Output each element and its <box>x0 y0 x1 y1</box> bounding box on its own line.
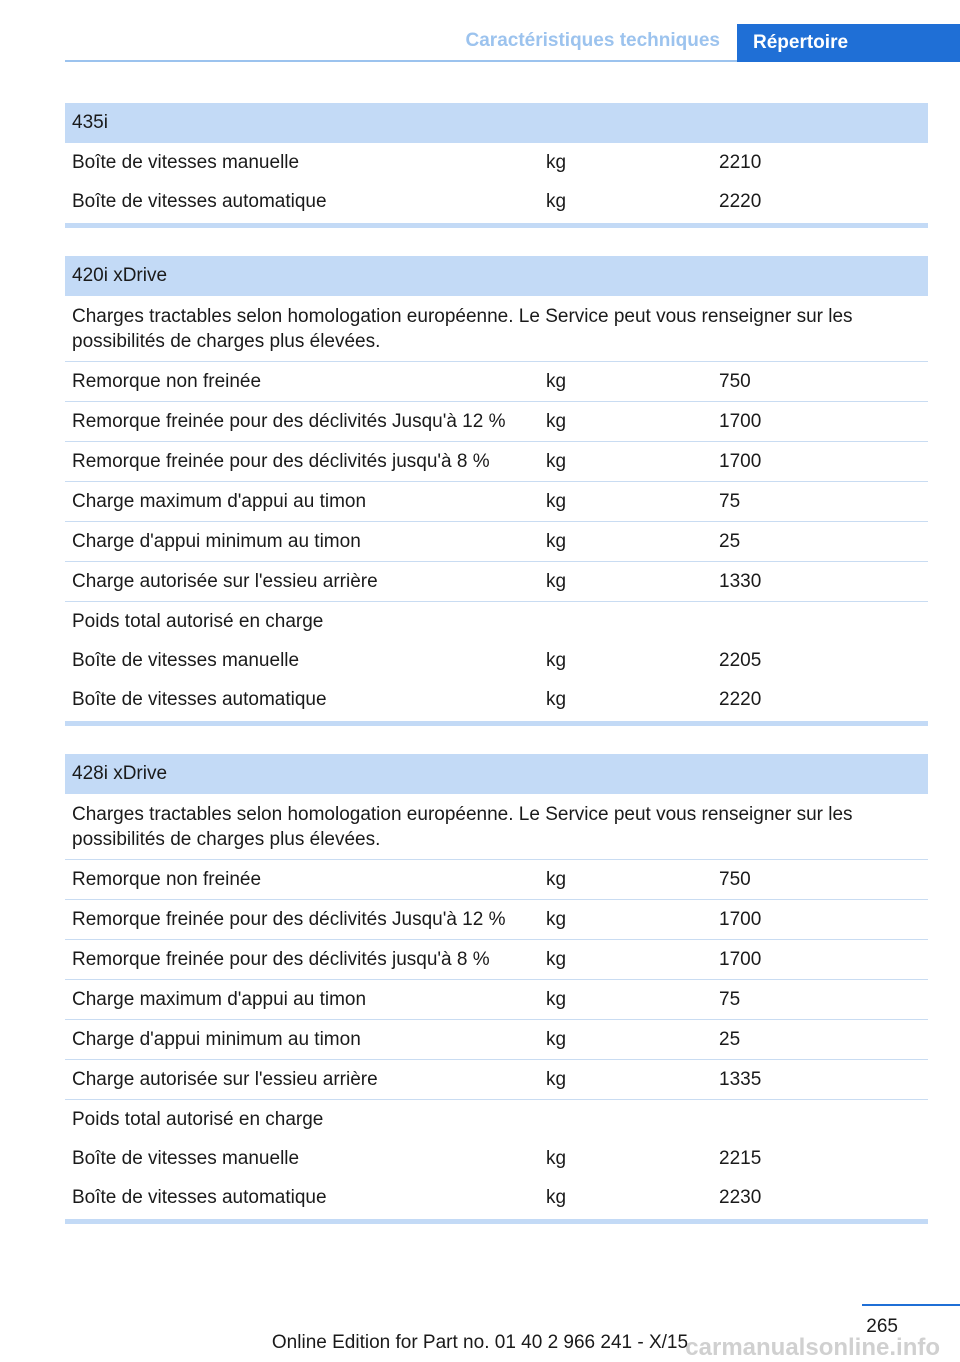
edition-line: Online Edition for Part no. 01 40 2 966 241 - X/15 <box>271 1332 689 1353</box>
row-label: Boîte de vitesses automatique <box>72 191 327 212</box>
spec-table-420i-xdrive <box>65 256 928 726</box>
group-label: Poids total autorisé en charge <box>72 1109 324 1130</box>
table-row <box>65 182 928 221</box>
spec-table-428i-xdrive <box>65 754 928 1224</box>
table-row <box>65 402 928 442</box>
row-unit: kg <box>546 371 567 392</box>
row-label: Remorque freinée pour des déclivités jusqu'à 8 % <box>72 451 490 472</box>
spec-tables <box>65 103 928 1252</box>
table-row <box>65 362 928 402</box>
row-label: Boîte de vitesses automatique <box>72 689 327 710</box>
table-row <box>65 940 928 980</box>
row-unit: kg <box>546 949 567 970</box>
row-unit: kg <box>546 152 567 173</box>
row-label: Remorque freinée pour des déclivités Jusqu'à 12 % <box>72 411 506 432</box>
table-end-rule <box>65 721 928 726</box>
row-label: Charge maximum d'appui au timon <box>72 989 367 1010</box>
table-note: Charges tractables selon homologation européenne. Le Service peut vous renseigner sur les possibilités de charges plus élevées. <box>65 296 928 362</box>
row-unit: kg <box>546 571 567 592</box>
table-note: Charges tractables selon homologation européenne. Le Service peut vous renseigner sur les possibilités de charges plus élevées. <box>65 794 928 860</box>
row-unit: kg <box>546 411 567 432</box>
table-row <box>65 1060 928 1100</box>
row-unit: kg <box>546 989 567 1010</box>
row-label: Remorque freinée pour des déclivités jusqu'à 8 % <box>72 949 490 970</box>
table-row <box>65 1020 928 1060</box>
table-row <box>65 860 928 900</box>
table-row <box>65 522 928 562</box>
row-label: Remorque non freinée <box>72 371 262 392</box>
page-footer <box>0 1300 960 1362</box>
row-label: Charge autorisée sur l'essieu arrière <box>72 1069 378 1090</box>
row-unit: kg <box>546 869 567 890</box>
spec-table-435i <box>65 103 928 228</box>
row-value: 2205 <box>719 650 762 671</box>
row-value: 1335 <box>719 1069 762 1090</box>
row-label: Charge maximum d'appui au timon <box>72 491 367 512</box>
row-label: Boîte de vitesses manuelle <box>72 1148 300 1169</box>
row-label: Boîte de vitesses automatique <box>72 1187 327 1208</box>
row-label: Boîte de vitesses manuelle <box>72 650 300 671</box>
row-value: 25 <box>719 531 741 552</box>
row-label: Charge autorisée sur l'essieu arrière <box>72 571 378 592</box>
row-unit: kg <box>546 451 567 472</box>
row-unit: kg <box>546 1148 567 1169</box>
page-header <box>0 0 960 62</box>
table-row <box>65 442 928 482</box>
row-unit: kg <box>546 689 567 710</box>
row-value: 2210 <box>719 152 762 173</box>
row-value: 1700 <box>719 949 762 970</box>
header-tab-repertoire[interactable]: Répertoire <box>737 24 960 62</box>
row-label: Charge d'appui minimum au timon <box>72 1029 361 1050</box>
row-label: Remorque freinée pour des déclivités Jusqu'à 12 % <box>72 909 506 930</box>
row-unit: kg <box>546 1029 567 1050</box>
row-label: Remorque non freinée <box>72 869 262 890</box>
row-unit: kg <box>546 191 567 212</box>
table-title: 428i xDrive <box>65 754 928 794</box>
row-unit: kg <box>546 650 567 671</box>
row-value: 2230 <box>719 1187 762 1208</box>
table-row <box>65 143 928 182</box>
table-group-row <box>65 1100 928 1139</box>
table-row <box>65 1178 928 1217</box>
row-unit: kg <box>546 1187 567 1208</box>
row-value: 2220 <box>719 689 762 710</box>
group-label: Poids total autorisé en charge <box>72 611 324 632</box>
watermark: carmanualsonline.info <box>685 1334 940 1361</box>
row-value: 25 <box>719 1029 741 1050</box>
row-unit: kg <box>546 1069 567 1090</box>
header-section-title[interactable]: Caractéristiques techniques <box>465 30 720 51</box>
row-value: 750 <box>719 869 751 890</box>
table-title: 420i xDrive <box>65 256 928 296</box>
row-value: 2220 <box>719 191 762 212</box>
table-title: 435i <box>65 103 928 143</box>
row-unit: kg <box>546 491 567 512</box>
footer-rule <box>862 1304 960 1306</box>
row-value: 1330 <box>719 571 762 592</box>
table-row <box>65 900 928 940</box>
row-label: Charge d'appui minimum au timon <box>72 531 361 552</box>
row-value: 1700 <box>719 411 762 432</box>
row-value: 2215 <box>719 1148 762 1169</box>
row-value: 75 <box>719 989 741 1010</box>
page-number: 265 <box>866 1316 898 1337</box>
table-end-rule <box>65 223 928 228</box>
row-value: 1700 <box>719 909 762 930</box>
table-row <box>65 482 928 522</box>
table-end-rule <box>65 1219 928 1224</box>
row-value: 75 <box>719 491 741 512</box>
table-row <box>65 1139 928 1178</box>
table-group-row <box>65 602 928 641</box>
table-row <box>65 562 928 602</box>
table-row <box>65 641 928 680</box>
row-unit: kg <box>546 909 567 930</box>
row-unit: kg <box>546 531 567 552</box>
table-row <box>65 680 928 719</box>
row-value: 750 <box>719 371 751 392</box>
row-label: Boîte de vitesses manuelle <box>72 152 300 173</box>
row-value: 1700 <box>719 451 762 472</box>
table-row <box>65 980 928 1020</box>
